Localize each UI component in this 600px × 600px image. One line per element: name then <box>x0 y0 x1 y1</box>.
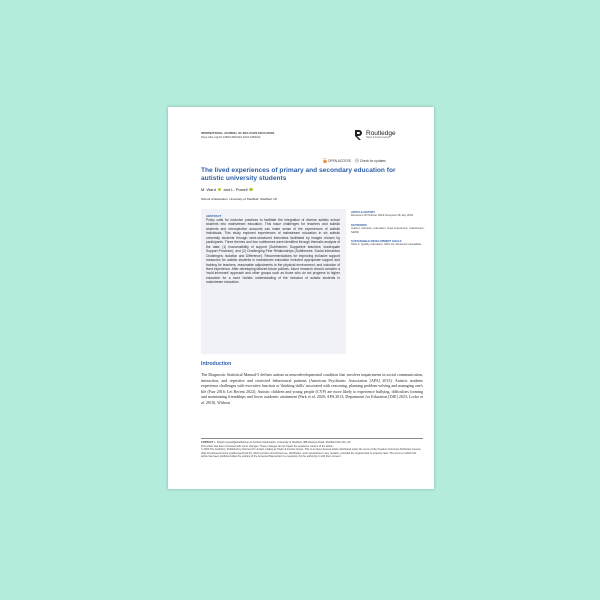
journal-name: INTERNATIONAL JOURNAL OF INCLUSIVE EDUCATION <box>201 132 275 135</box>
sdg-section <box>351 240 426 247</box>
sidebar-heading: ARTICLE HISTORY <box>351 211 376 214</box>
sidebar-text: Received 18 October 2023 Accepted 18 July 2024 <box>351 213 414 218</box>
open-lock-icon <box>323 158 327 163</box>
abstract-label: ABSTRACT <box>206 214 222 218</box>
keywords-section <box>351 224 426 234</box>
copyright-note: © 2024 The Author(s). Published by Informa UK Limited, trading as Taylor & Francis Group. This is an Open Access article distributed under the terms of the Creative Commons Attribution License (http://creativecommons.org/licenses/by/4.0/), which permits unrestricted use, distribution, and reproduction in any medium, provided the original work is properly cited. The terms on which this article has been published allow the posting of the Accepted Manuscript in a repository by the author(s) or with their consent. <box>201 448 421 458</box>
routledge-logo-icon <box>354 129 363 141</box>
author-list <box>201 187 253 192</box>
article-sidebar <box>351 211 426 253</box>
affiliation: School of Education, University of Sheffield, Sheffield, UK <box>201 197 278 201</box>
abstract-box <box>201 209 346 354</box>
sidebar-heading: SUSTAINABLE DEVELOPMENT GOALS <box>351 240 402 244</box>
check-updates-badge[interactable] <box>355 158 386 163</box>
correction-note: This article has been corrected with minor changes. These changes do not impact the academic content of the article. <box>201 444 334 448</box>
publisher-name: Routledge <box>366 130 396 137</box>
open-access-label: OPEN ACCESS <box>328 158 351 163</box>
sidebar-heading: KEYWORDS <box>351 223 367 227</box>
check-updates-icon <box>355 158 359 163</box>
sidebar-text: Autism; inclusion; education; lived experience; mainstream; SEND <box>351 226 425 234</box>
article-title: The lived experiences of primary and secondary education for autistic university students <box>201 167 396 182</box>
contact-text[interactable]: L. Powell l.powell@sheffield.ac.uk School of Education, University of Sheffield, 388 Glossop Road, Sheffield S10 2JA, UK <box>213 441 351 444</box>
introduction-text: The Diagnostic Statistical Manual-5 defines autism as neurodevelopmental condition that involves impairments in social communication, interaction, and repetitive and restricted behavioural patterns (American Psychiatric Association [APA] 2013). Autistic students experience challenges with executive function or 'thinking skills' associated with reasoning, planning problem-solving and managing one's life (Farr 2016; Lei Recent 2022). Autistic children and young people (CYP) are more likely to experience bullying, difficulties forming and maintaining friendships and lower academic attainment (Park et al. 2020; APA 2013; Department for Education [DfE] 2023; Locke et al. 2010). Without <box>201 372 423 405</box>
orcid-icon[interactable] <box>249 188 253 192</box>
footnote-divider <box>201 438 423 439</box>
check-updates-label: Check for updates <box>359 158 386 163</box>
orcid-icon[interactable] <box>218 188 222 192</box>
author-name[interactable]: and L. Powell <box>223 187 248 192</box>
contact-label: CONTACT <box>201 441 214 444</box>
paper-page <box>168 107 434 489</box>
sidebar-text: SDG 4: Quality education; SDG 10: Reduced inequalities <box>351 242 422 247</box>
introduction-heading: Introduction <box>201 361 232 367</box>
journal-doi[interactable]: https://doi.org/10.1080/13603116.2024.2383442 <box>201 136 261 139</box>
open-access-badge[interactable] <box>323 158 351 163</box>
footnotes <box>201 441 423 459</box>
article-history-section <box>351 211 426 218</box>
publisher-subtitle: Taylor & Francis Group <box>366 137 390 139</box>
publisher-logo <box>354 129 396 141</box>
badge-row <box>323 158 386 163</box>
author-name[interactable]: M. Ward <box>201 187 216 192</box>
abstract-text: Policy calls for inclusive practices to facilitate the integration of diverse autistic school students into mainstream education. This issue challenges for teachers and autistic students and retrospective accounts can make sense of the experiences of autistic individuals. This study explored experiences of mainstream education in six autistic university students through semi-structured interviews facilitated by images chosen by participants. Three themes and four subthemes were identified through thematic analysis of the data: (1) Inaccessibility of support (Subthemes: Supportive teachers; Inadequate Support Provision); and (2) Challenging Peer Relationships (Subthemes: Social Interaction Challenges; Isolation and Difference). Recommendations for improving inclusive support measures for autistic students in mainstream education included appropriate support and training for teachers, reasonable adjustments to the physical environment, and inclusion of lived experience. After developing tailored future policies, future research should consider a 'multi-informant' approach and other groups such as those who do not progress to higher education for a more holistic understanding of the inclusion of autistic students in mainstream education. <box>206 218 340 285</box>
journal-header <box>201 132 274 140</box>
